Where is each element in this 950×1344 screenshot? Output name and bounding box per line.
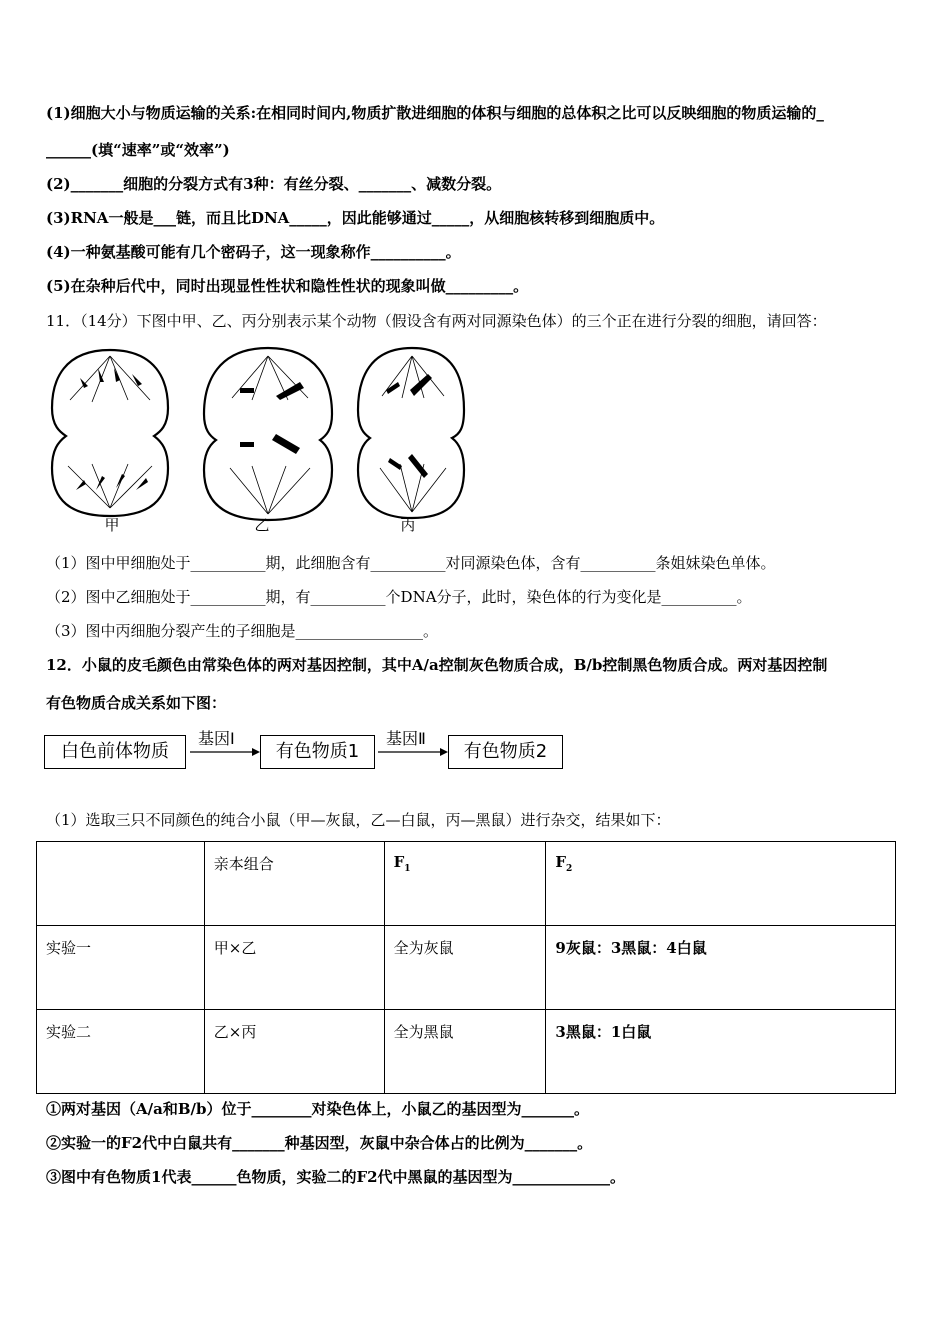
flow-arrow1-label: 基因Ⅰ [198,729,235,748]
q12-stem-line1: 12．小鼠的皮毛颜色由常染色体的两对基因控制，其中A/a控制灰色物质合成，B/b控制黑色物质合成。两对基因控制 [46,656,828,674]
q12-sub1: （1）选取三只不同颜色的纯合小鼠（甲—灰鼠，乙—白鼠，丙—黑鼠）进行杂交，结果如下： [46,811,671,829]
flow-box-colored-2: 有色物质2 [448,735,563,769]
q12-question-a: ①两对基因（A/a和B/b）位于________对染色体上，小鼠乙的基因型为_______。 [46,1100,589,1118]
q10-item1-line2: ______(填“速率”或“效率”) [46,141,230,159]
flow-arrow1 [188,746,260,758]
gene-pathway-diagram [44,730,574,776]
table-row [37,1010,896,1094]
fig-label-yi: 乙 [254,516,270,534]
flow-arrow2 [376,746,448,758]
table-header-cell [37,842,205,926]
q10-item2: (2)_______细胞的分裂方式有3种：有丝分裂、_______、减数分裂。 [46,175,502,193]
table-header-cell: $F_1$ [384,842,546,926]
q11-sub3: （3）图中丙细胞分裂产生的子细胞是_________________。 [46,622,439,640]
cell-yi-outline [204,348,332,520]
fig-label-bing: 丙 [400,516,416,534]
q11-sub1: （1）图中甲细胞处于__________期，此细胞含有__________对同源染色体，含有__________条姐妹染色单体。 [46,554,776,572]
q10-item4: (4)一种氨基酸可能有几个密码子，这一现象称作__________。 [46,243,461,261]
table-header-cell: 亲本组合 [204,842,384,926]
cell-bing-outline [358,348,464,518]
table-cell: 甲×乙 [204,926,384,1010]
fig-label-jia: 甲 [104,516,120,534]
flow-box-white-precursor: 白色前体物质 [44,735,186,769]
q12-question-c: ③图中有色物质1代表______色物质，实验二的F2代中黑鼠的基因型为_____________。 [46,1168,626,1186]
results-table [36,841,896,1094]
cell-jia-outline [52,350,168,516]
q10-item1-line1: (1)细胞大小与物质运输的关系:在相同时间内,物质扩散进细胞的体积与细胞的总体积之比可以反映细胞的物质运输的_ [46,104,824,122]
q12-question-b: ②实验一的F2代中白鼠共有_______种基因型，灰鼠中杂合体占的比例为_______。 [46,1134,593,1152]
table-row [37,926,896,1010]
table-cell: 全为黑鼠 [384,1010,546,1094]
q12-stem-line2: 有色物质合成关系如下图： [46,694,227,712]
q10-item3: (3)RNA一般是___链，而且比DNA_____，因此能够通过_____，从细胞核转移到细胞质中。 [46,209,665,227]
flow-box-colored-1: 有色物质1 [260,735,375,769]
q10-item5: (5)在杂种后代中，同时出现显性性状和隐性性状的现象叫做_________。 [46,277,529,295]
flow-arrow2-label: 基因Ⅱ [386,729,426,748]
q11-stem: 11．（14分）下图中甲、乙、丙分别表示某个动物（假设含有两对同源染色体）的三个正在进行分裂的细胞，请回答： [46,312,827,330]
table-cell: 3黑鼠：1白鼠 [546,1010,896,1094]
table-cell: 实验一 [37,926,205,1010]
table-cell: 实验二 [37,1010,205,1094]
table-header-row [37,842,896,926]
table-cell: 9灰鼠：3黑鼠：4白鼠 [546,926,896,1010]
table-cell: 乙×丙 [204,1010,384,1094]
q11-sub2: （2）图中乙细胞处于__________期，有__________个DNA分子，此时，染色体的行为变化是__________。 [46,588,752,606]
table-header-cell: $F_2$ [546,842,896,926]
table-cell: 全为灰鼠 [384,926,546,1010]
cell-division-figures [40,338,480,538]
